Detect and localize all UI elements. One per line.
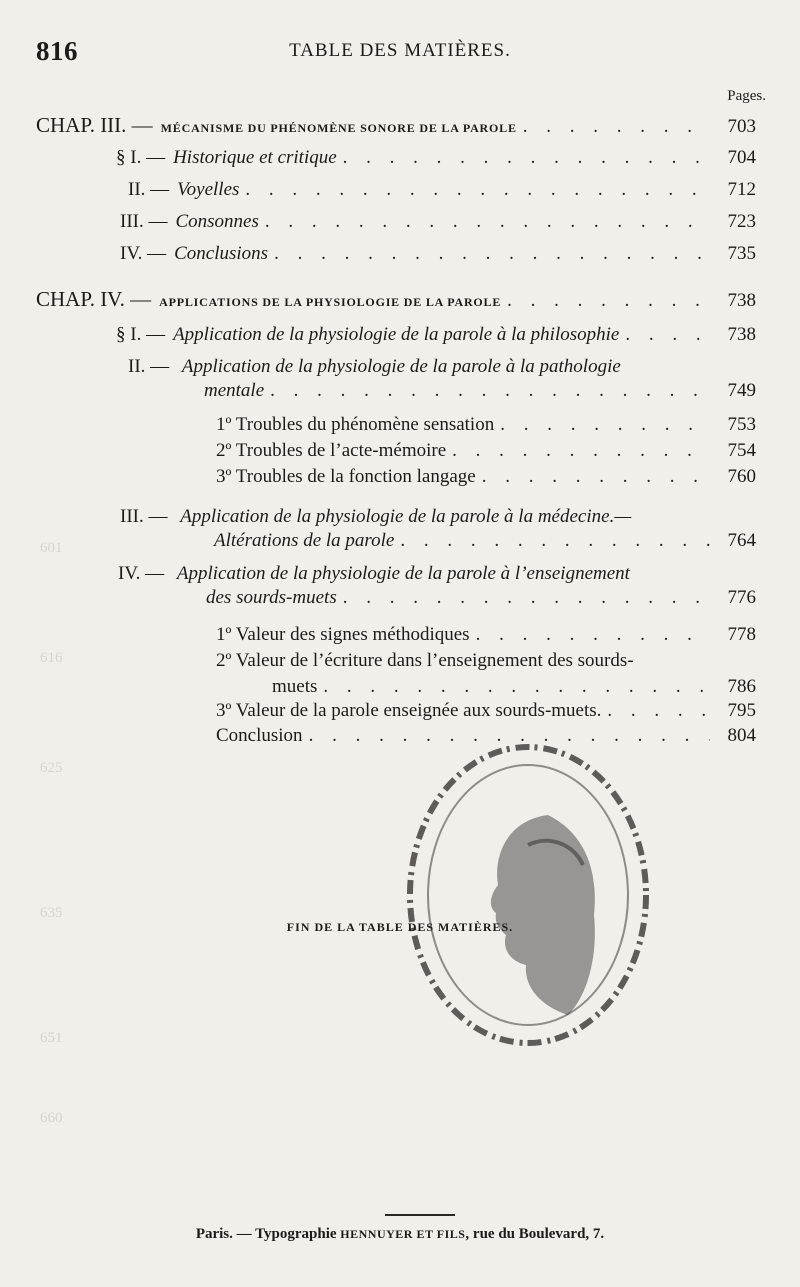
leader-dots — [452, 440, 710, 462]
toc-chapter-4 — [36, 287, 756, 312]
page-ref: 735 — [727, 243, 756, 264]
section-number: III. — — [120, 506, 168, 527]
chapter-title: MÉCANISME DU PHÉNOMÈNE SONORE DE LA PAROLE — [160, 121, 517, 135]
page-ref: 778 — [727, 624, 756, 645]
bleed-through: 635 — [40, 905, 63, 921]
page-number: 816 — [36, 36, 78, 66]
page-ref: 738 — [727, 324, 756, 345]
subsection-title: 3º Troubles de la fonction langage — [216, 466, 476, 487]
imprint-prefix: Paris. — Typographie — [195, 1226, 337, 1242]
leader-dots — [343, 147, 710, 169]
toc-subsection — [216, 466, 756, 488]
toc-section — [116, 324, 756, 346]
page-ref: 704 — [727, 147, 756, 168]
page-ref: 764 — [727, 530, 756, 551]
end-of-table-note: FIN DE LA TABLE DES MATIÈRES. — [286, 920, 514, 934]
bleed-through: 601 — [40, 540, 63, 556]
bleed-through: 660 — [40, 1110, 63, 1126]
leader-dots — [323, 676, 710, 698]
pages-column-label: Pages. — [727, 88, 766, 104]
subsection-title: 2º Troubles de l’acte-mémoire — [216, 440, 447, 461]
section-title-cont: Altérations de la parole — [214, 530, 395, 551]
leader-dots — [265, 211, 710, 233]
subsection-title-cont: muets — [272, 676, 318, 697]
section-title: Historique et critique — [173, 147, 337, 168]
section-number: IV. — — [118, 563, 165, 584]
leader-dots — [482, 466, 710, 488]
chapter-title: APPLICATIONS DE LA PHYSIOLOGIE DE LA PAROLE — [159, 295, 502, 309]
page-ref: 776 — [727, 587, 756, 608]
leader-dots — [245, 179, 710, 201]
section-title: Voyelles — [177, 179, 240, 200]
subsection-title: 1º Valeur des signes méthodiques — [216, 624, 470, 645]
toc-chapter-3 — [36, 113, 756, 138]
running-head: TABLE DES MATIÈRES. — [289, 40, 511, 61]
page-ref: 753 — [727, 414, 756, 435]
subsection-title: 3º Valeur de la parole enseignée aux sourds-muets. — [216, 700, 602, 721]
leader-dots — [343, 587, 710, 609]
page-ref: 804 — [727, 725, 756, 746]
toc-section-line2 — [204, 380, 756, 402]
toc-section-line1 — [120, 506, 631, 528]
bleed-through: 625 — [40, 760, 63, 776]
leader-dots — [507, 290, 710, 312]
imprint-suffix: , rue du Boulevard, 7. — [465, 1226, 605, 1242]
toc-subsection — [216, 624, 756, 646]
toc-subsection-line1: 2º Valeur de l’écriture dans l’enseignement des sourds- — [216, 650, 634, 671]
chapter-number: CHAP. III. — — [36, 113, 153, 137]
page-ref: 786 — [727, 676, 756, 697]
subsection-title: Conclusion — [216, 725, 303, 746]
leader-dots — [270, 380, 710, 402]
page-ref: 723 — [727, 211, 756, 232]
toc-subsection — [216, 700, 756, 722]
leader-dots — [500, 414, 710, 436]
leader-dots — [400, 530, 710, 552]
subsection-title: 1º Troubles du phénomène sensation — [216, 414, 495, 435]
toc-section — [120, 243, 756, 265]
page-ref: 712 — [727, 179, 756, 200]
chapter-number: CHAP. IV. — — [36, 287, 152, 311]
page-ref: 754 — [727, 440, 756, 461]
library-stamp-icon — [398, 735, 658, 1055]
toc-section — [128, 179, 756, 201]
imprint-name: HENNUYER ET FILS — [340, 1227, 466, 1241]
printer-imprint — [0, 1226, 800, 1243]
section-title: Application de la physiologie de la parole à l’enseignement — [176, 563, 630, 584]
bleed-through: 651 — [40, 1030, 63, 1046]
toc-subsection-line2 — [272, 676, 756, 698]
page-ref: 703 — [727, 116, 756, 137]
section-title: Application de la physiologie de la parole à la pathologie — [181, 356, 621, 377]
section-title: Conclusions — [174, 243, 269, 264]
section-number: § I. — — [116, 147, 166, 168]
section-number: § I. — — [116, 324, 166, 345]
toc-subsection — [216, 414, 756, 436]
bleed-through: 616 — [40, 650, 63, 666]
section-title-cont: mentale — [204, 380, 265, 401]
leader-dots — [274, 243, 710, 265]
toc-section — [120, 211, 756, 233]
section-number: III. — — [120, 211, 168, 232]
toc-section — [116, 147, 756, 169]
divider-rule — [385, 1214, 455, 1216]
section-number: IV. — — [120, 243, 167, 264]
leader-dots — [476, 624, 710, 646]
page-ref: 795 — [727, 700, 756, 721]
page-ref: 738 — [727, 290, 756, 311]
section-title: Consonnes — [175, 211, 259, 232]
section-title: Application de la physiologie de la parole à la philosophie — [173, 324, 620, 345]
page-ref: 749 — [727, 380, 756, 401]
toc-section-line2 — [206, 587, 756, 609]
section-number: II. — — [128, 356, 170, 377]
leader-dots — [625, 324, 710, 346]
section-number: II. — — [128, 179, 170, 200]
page-ref: 760 — [727, 466, 756, 487]
toc-section-line1 — [118, 563, 630, 585]
leader-dots — [607, 700, 710, 722]
toc-section-line1 — [128, 356, 621, 378]
section-title: Application de la physiologie de la parole à la médecine.— — [180, 506, 632, 527]
toc-subsection — [216, 440, 756, 462]
leader-dots — [523, 116, 710, 138]
section-title-cont: des sourds-muets — [206, 587, 337, 608]
toc-section-line2 — [214, 530, 756, 552]
